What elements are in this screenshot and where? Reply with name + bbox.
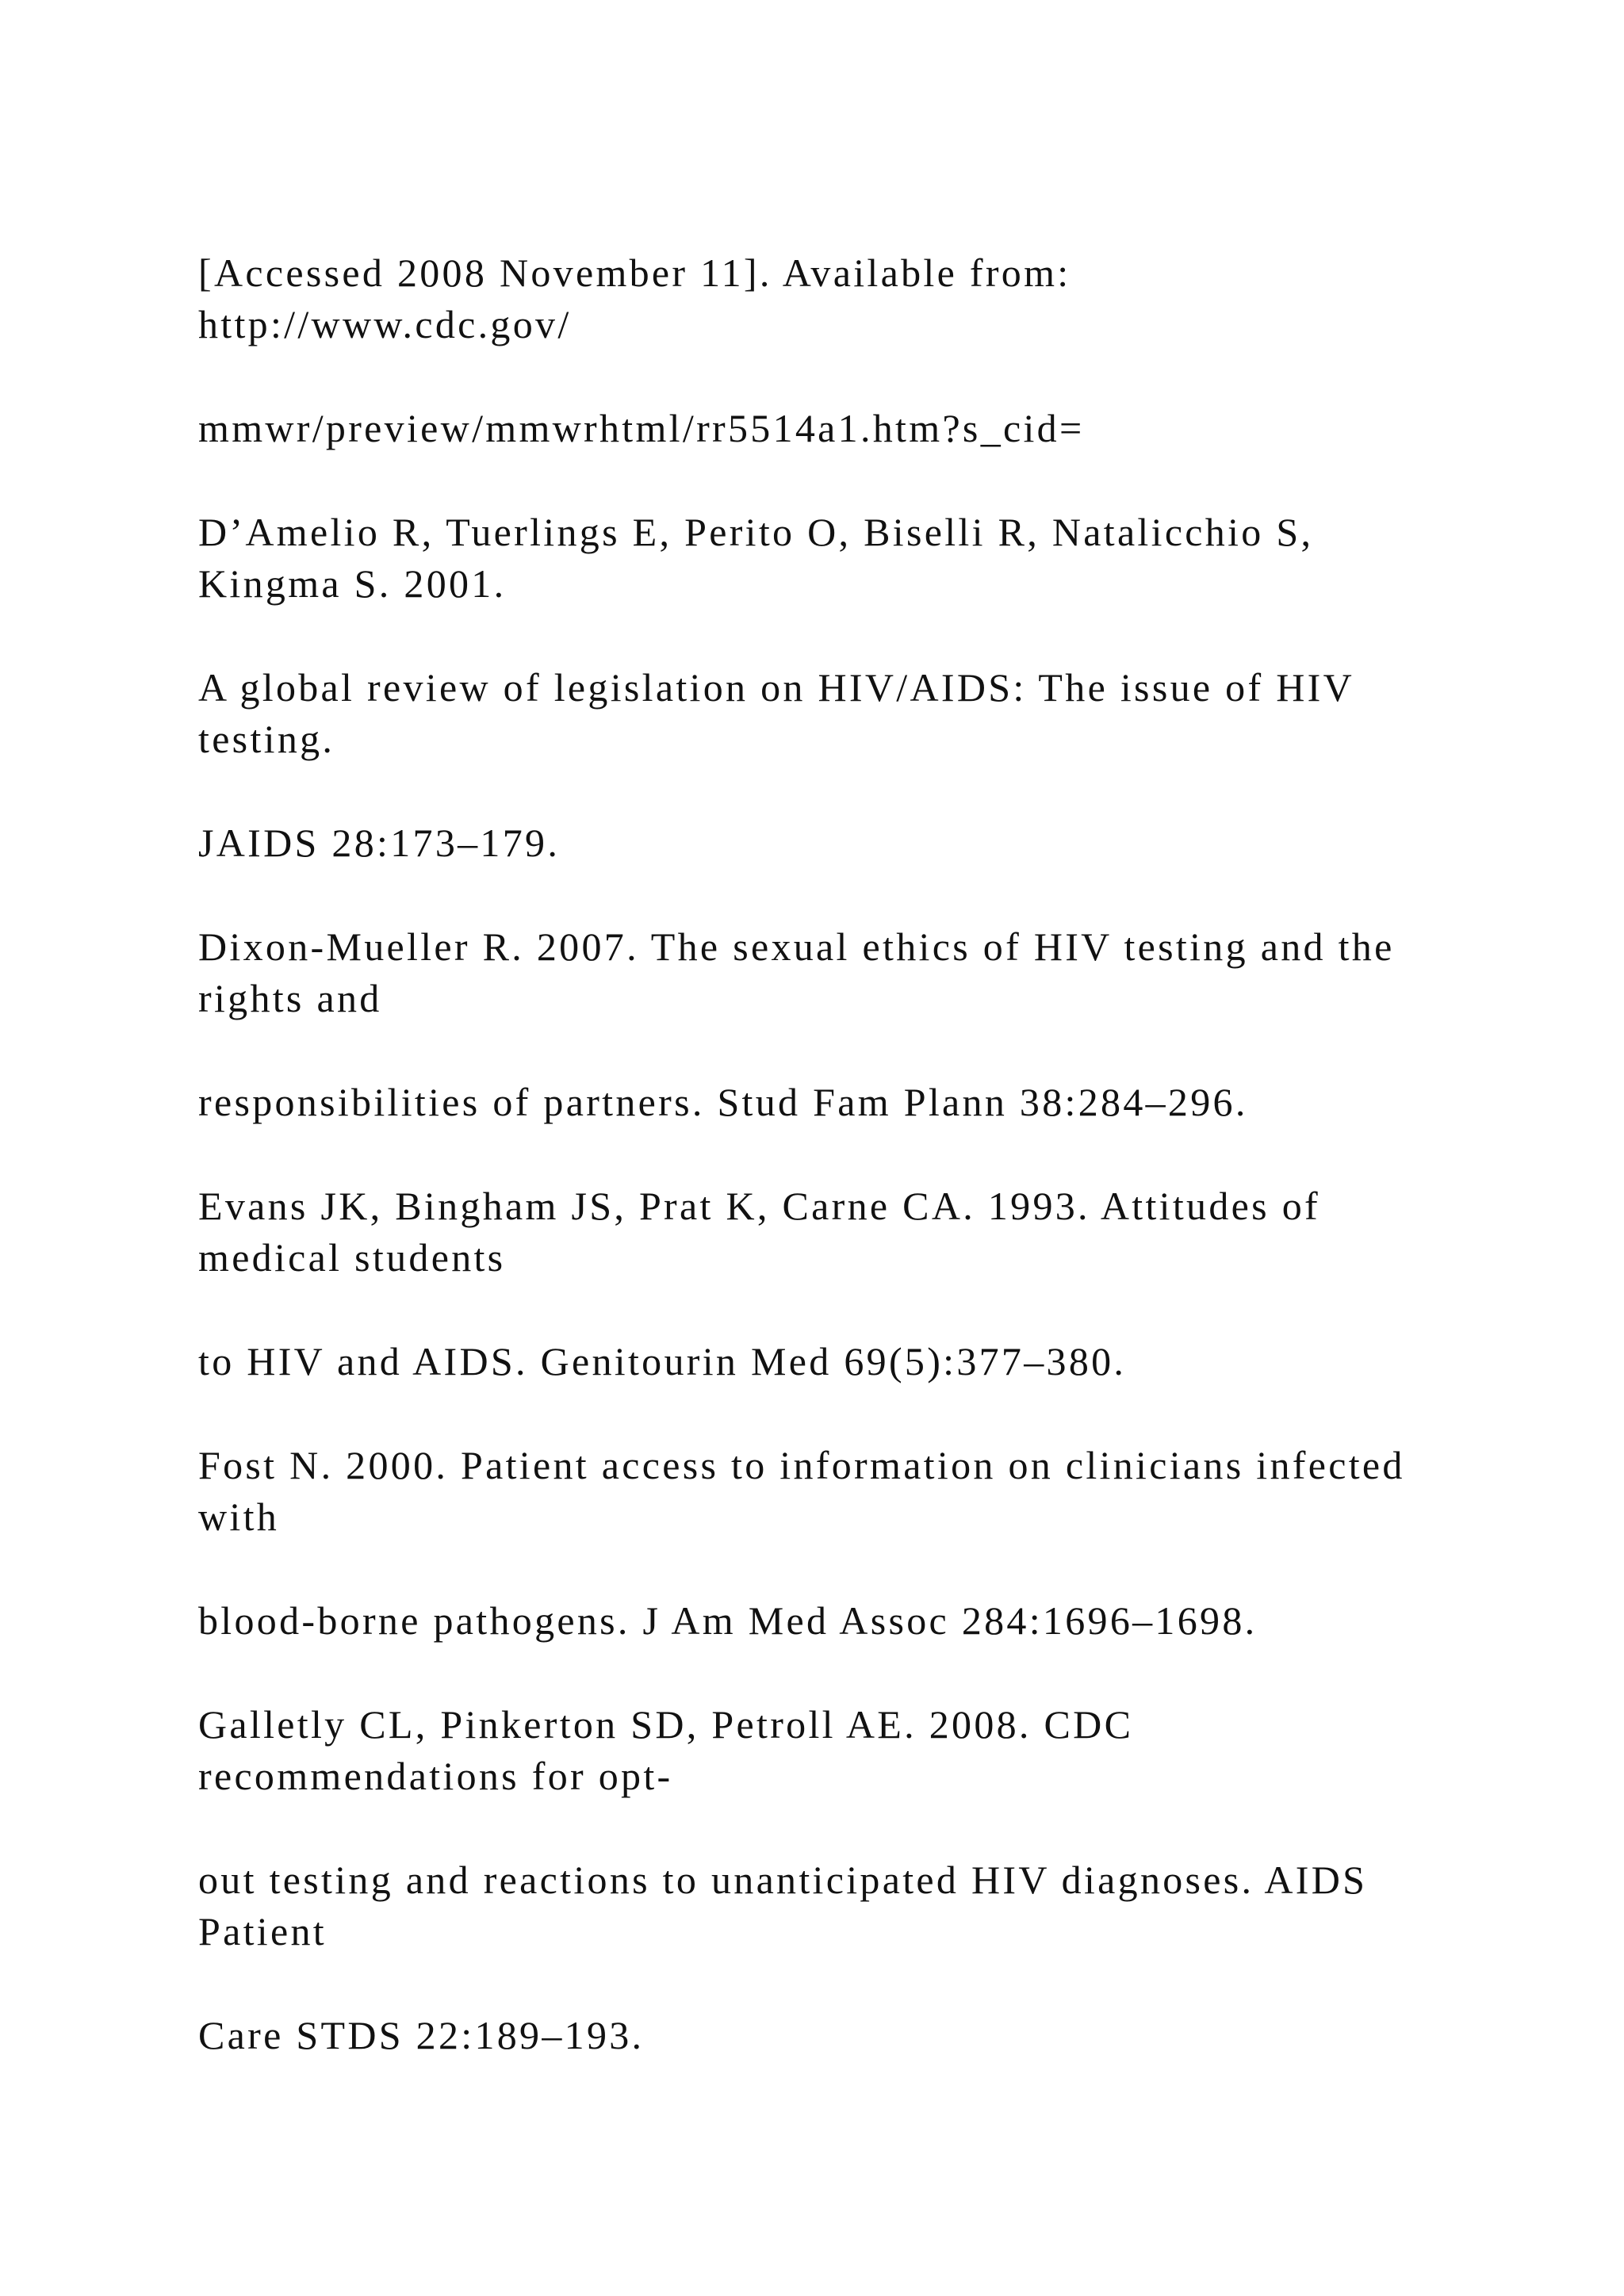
reference-line-fost-journal: blood-borne pathogens. J Am Med Assoc 284:1696–1698. (198, 1598, 1258, 1643)
reference-line-galletly-title: out testing and reactions to unanticipated HIV diagnoses. AIDS Patient (198, 1858, 1368, 1954)
reference-line-fost-title: Fost N. 2000. Patient access to information on clinicians infected with (198, 1443, 1405, 1539)
reference-line-damelio-authors: D’Amelio R, Tuerlings E, Perito O, Biselli R, Natalicchio S, Kingma S. 2001. (198, 510, 1314, 606)
reference-line-dixon-mueller-journal: responsibilities of partners. Stud Fam Plann 38:284–296. (198, 1080, 1248, 1124)
reference-line-galletly-authors: Galletly CL, Pinkerton SD, Petroll AE. 2008. CDC recommendations for opt- (198, 1702, 1134, 1798)
reference-line-damelio-journal: JAIDS 28:173–179. (198, 821, 561, 865)
reference-line-evans-journal: to HIV and AIDS. Genitourin Med 69(5):377–380. (198, 1339, 1127, 1383)
reference-line-dixon-mueller-title: Dixon-Mueller R. 2007. The sexual ethics of HIV testing and the rights and (198, 924, 1395, 1020)
reference-line-cdc-access: [Accessed 2008 November 11]. Available from: http://www.cdc.gov/ (198, 251, 1071, 346)
reference-line-galletly-journal: Care STDS 22:189–193. (198, 2013, 645, 2057)
reference-line-cdc-url: mmwr/preview/mmwrhtml/rr5514a1.htm?s_cid= (198, 406, 1085, 450)
reference-line-evans-title: Evans JK, Bingham JS, Prat K, Carne CA. 1993. Attitudes of medical students (198, 1184, 1320, 1280)
reference-line-damelio-title: A global review of legislation on HIV/AIDS: The issue of HIV testing. (198, 665, 1354, 761)
reference-list (198, 247, 1451, 2114)
